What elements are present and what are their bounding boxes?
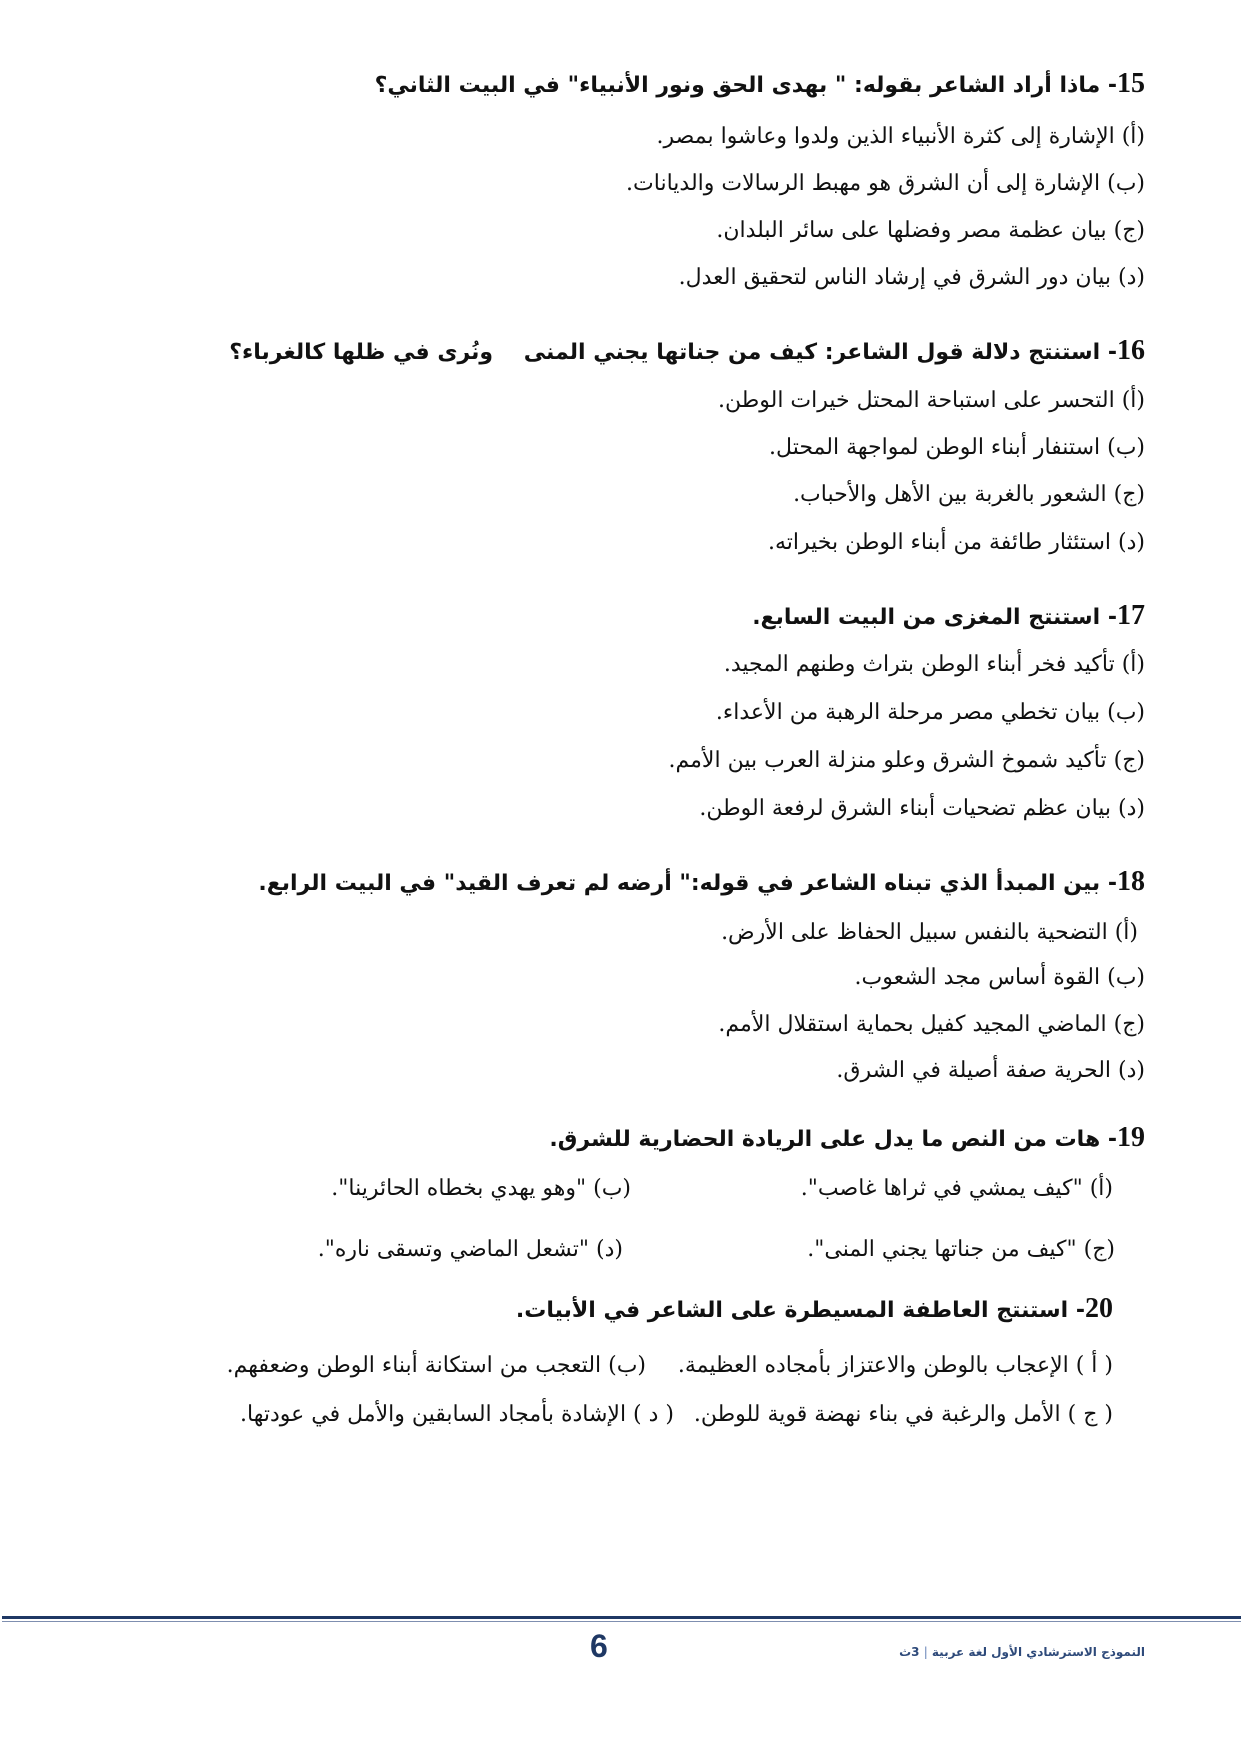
footer-divider xyxy=(2,1616,1241,1619)
question-number: 17 xyxy=(1117,600,1145,631)
question-text: بين المبدأ الذي تبناه الشاعر في قوله:" أرضه لم تعرف القيد" في البيت الرابع. xyxy=(258,871,1101,896)
question-16-option-b: (ب) استنفار أبناء الوطن لمواجهة المحتل. xyxy=(769,435,1145,460)
page-number: 6 xyxy=(590,1628,608,1664)
question-text: ماذا أراد الشاعر بقوله: " بهدى الحق ونور الأنبياء" في البيت الثاني؟ xyxy=(374,73,1101,98)
question-19-option-c: (ج) "كيف من جناتها يجني المنى". xyxy=(807,1237,1115,1262)
question-17-option-a: (أ) تأكيد فخر أبناء الوطن بتراث وطنهم المجيد. xyxy=(723,652,1145,677)
question-16-option-a: (أ) التحسر على استباحة المحتل خيرات الوطن. xyxy=(718,388,1145,413)
footer-label xyxy=(899,1645,1145,1659)
question-19-title: 19- هات من النص ما يدل على الريادة الحضارية للشرق. xyxy=(549,1122,1145,1153)
footer-grade: 3ث xyxy=(899,1645,920,1659)
question-number: 16 xyxy=(1117,335,1145,366)
question-15-option-d: (د) بيان دور الشرق في إرشاد الناس لتحقيق العدل. xyxy=(678,265,1145,290)
question-number: 20 xyxy=(1085,1293,1113,1324)
question-17-option-c: (ج) تأكيد شموخ الشرق وعلو منزلة العرب بين الأمم. xyxy=(668,748,1145,773)
question-15-option-b: (ب) الإشارة إلى أن الشرق هو مهبط الرسالات والديانات. xyxy=(626,171,1145,196)
footer-divider-thin xyxy=(2,1621,1241,1622)
question-20-option-c: ( ج ) الأمل والرغبة في بناء نهضة قوية للوطن. xyxy=(693,1402,1113,1427)
question-number: 19 xyxy=(1117,1122,1145,1153)
question-19-option-a: (أ) "كيف يمشي في ثراها غاصب". xyxy=(800,1176,1113,1201)
question-18-option-d: (د) الحرية صفة أصيلة في الشرق. xyxy=(836,1058,1145,1083)
question-17-option-b: (ب) بيان تخطي مصر مرحلة الرهبة من الأعداء. xyxy=(715,700,1145,725)
question-20-option-a: ( أ ) الإعجاب بالوطن والاعتزاز بأمجاده العظيمة. xyxy=(677,1353,1113,1378)
question-number: 15 xyxy=(1117,68,1145,99)
question-18-option-a: (أ) التضحية بالنفس سبيل الحفاظ على الأرض. xyxy=(721,920,1138,945)
question-15-title: 15- ماذا أراد الشاعر بقوله: " بهدى الحق ونور الأنبياء" في البيت الثاني؟ xyxy=(374,68,1145,99)
question-15-option-a: (أ) الإشارة إلى كثرة الأنبياء الذين ولدوا وعاشوا بمصر. xyxy=(656,124,1145,149)
question-16-title: 16- استنتج دلالة قول الشاعر: كيف من جناتها يجني المنى ونُرى في ظلها كالغرباء؟ xyxy=(229,335,1145,366)
footer-exam-title: النموذج الاسترشادي الأول لغة عربية xyxy=(931,1645,1145,1659)
question-19-option-b: (ب) "وهو يهدي بخطاه الحائرينا". xyxy=(331,1176,631,1201)
question-text: استنتج المغزى من البيت السابع. xyxy=(752,605,1101,630)
question-17-title: 17- استنتج المغزى من البيت السابع. xyxy=(752,600,1145,631)
question-20-title: 20- استنتج العاطفة المسيطرة على الشاعر في الأبيات. xyxy=(515,1293,1113,1324)
question-text: استنتج دلالة قول الشاعر: كيف من جناتها يجني المنى ونُرى في ظلها كالغرباء؟ xyxy=(229,340,1101,365)
question-16-option-c: (ج) الشعور بالغربة بين الأهل والأحباب. xyxy=(793,482,1145,507)
footer-separator: | xyxy=(923,1645,928,1659)
question-20-option-d: ( د ) الإشادة بأمجاد السابقين والأمل في عودتها. xyxy=(240,1402,674,1427)
question-18-option-c: (ج) الماضي المجيد كفيل بحماية استقلال الأمم. xyxy=(718,1012,1145,1037)
question-20-option-b: (ب) التعجب من استكانة أبناء الوطن وضعفهم. xyxy=(226,1353,646,1378)
question-number: 18 xyxy=(1117,866,1145,897)
question-18-option-b: (ب) القوة أساس مجد الشعوب. xyxy=(854,965,1145,990)
question-text: استنتج العاطفة المسيطرة على الشاعر في الأبيات. xyxy=(515,1298,1069,1323)
question-text: هات من النص ما يدل على الريادة الحضارية للشرق. xyxy=(549,1127,1101,1152)
question-15-option-c: (ج) بيان عظمة مصر وفضلها على سائر البلدان. xyxy=(716,218,1145,243)
question-18-title: 18- بين المبدأ الذي تبناه الشاعر في قوله:" أرضه لم تعرف القيد" في البيت الرابع. xyxy=(258,866,1145,897)
question-17-option-d: (د) بيان عظم تضحيات أبناء الشرق لرفعة الوطن. xyxy=(699,796,1145,821)
question-19-option-d: (د) "تشعل الماضي وتسقى ناره". xyxy=(317,1237,623,1262)
question-16-option-d: (د) استئثار طائفة من أبناء الوطن بخيراته. xyxy=(768,530,1145,555)
